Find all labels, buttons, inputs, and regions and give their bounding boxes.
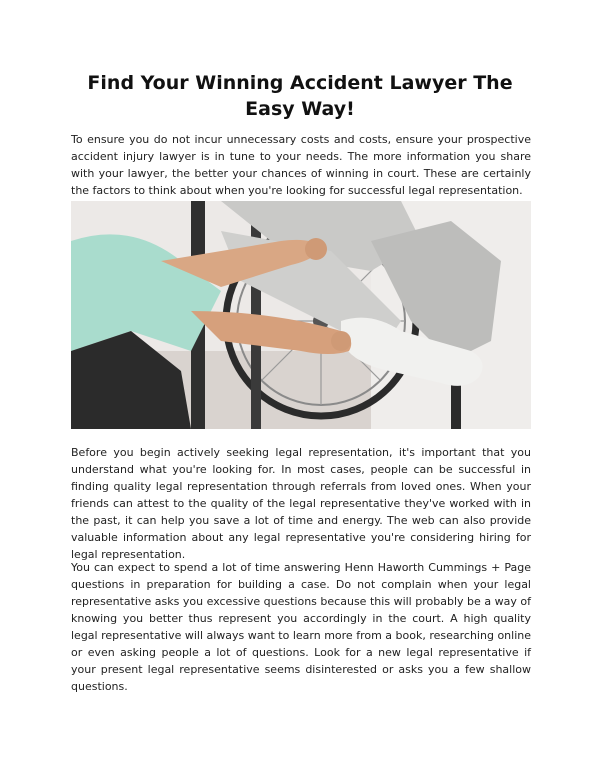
intro-paragraph: To ensure you do not incur unnecessary costs and costs, ensure your prospective accident injury lawyer is in tune to your needs. The more information you share with your lawyer, the better your chances of winning in court. These are certainly the factors to think about when you're looking for successful legal representation.	[71, 133, 531, 197]
wheelchair-care-photo	[71, 201, 531, 429]
body-paragraph: You can expect to spend a lot of time answering Henn Haworth Cummings + Page questions in preparation for building a case. Do not complain when your legal representative asks you excessive questions because this will probably be a way of knowing you better thus represent you accordingly in the court. A high quality legal representative will always want to learn more from a book, researching online or even asking people a lot of questions. Look for a new legal representative if your present legal representative seems disinterested or asks you a few shallow questions.	[71, 561, 531, 693]
document-title: Find Your Winning Accident Lawyer The Easy Way!	[87, 72, 513, 120]
body-paragraph: Before you begin actively seeking legal representation, it's important that you understand what you're looking for. In most cases, people can be successful in finding quality legal representation through referrals from loved ones. When your friends can attest to the quality of the legal representative they've worked with in the past, it can help you save a lot of time and energy. The web can also provide valuable information about any legal representative you're considering hiring for legal representation.	[71, 446, 531, 561]
